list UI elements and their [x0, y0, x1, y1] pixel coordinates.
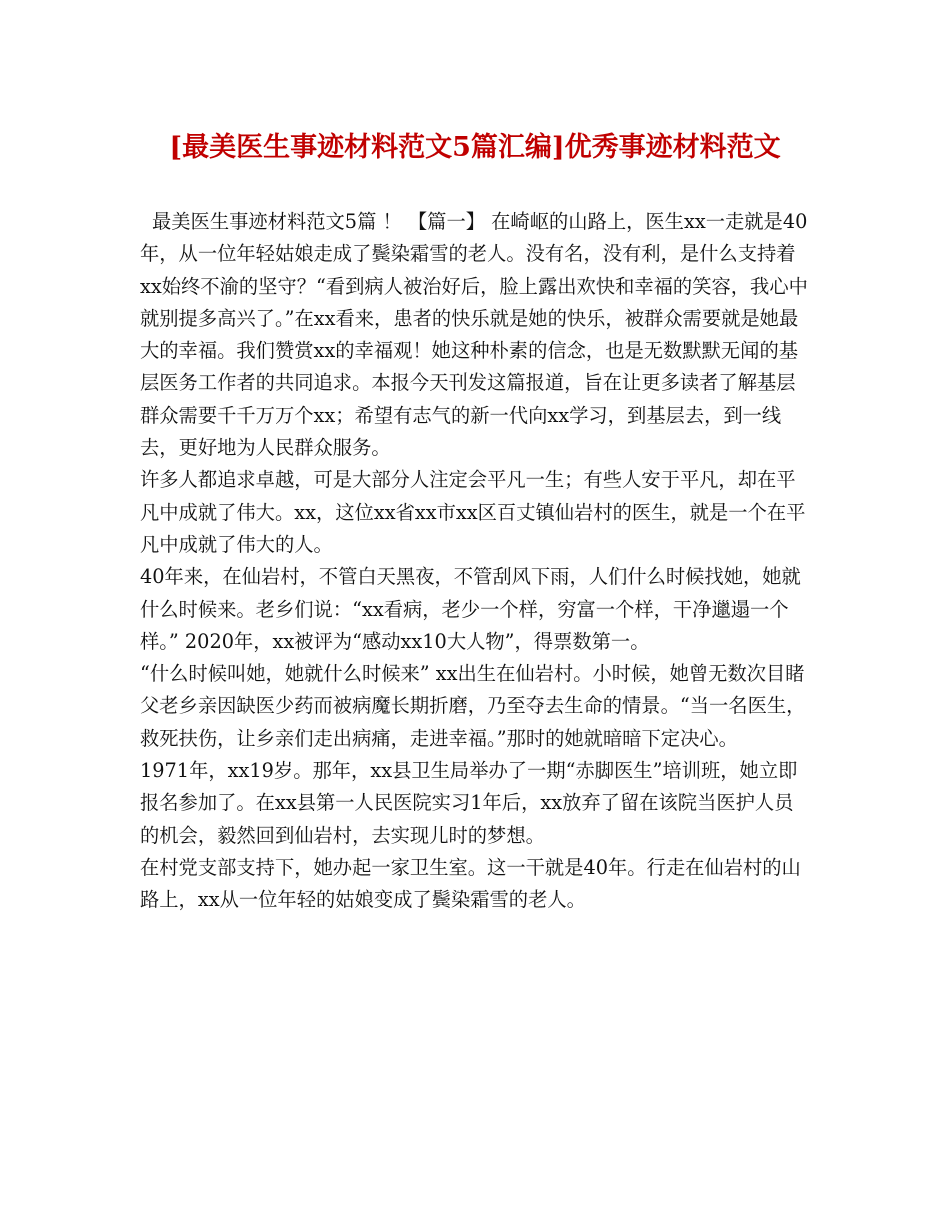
document-body [140, 206, 812, 917]
paragraph: 1971年，xx19岁。那年，xx县卫生局举办了一期“赤脚医生”培训班，她立即报名参加了。在xx县第一人民医院实习1年后，xx放弃了留在该院当医护人员的机会，毅然回到仙岩村，去实现儿时的梦想。 [140, 759, 798, 847]
paragraph: 最美医生事迹材料范文5篇 ！ 【篇一】 在崎岖的山路上，医生xx一走就是40年，从一位年轻姑娘走成了鬓染霜雪的老人。没有名，没有利，是什么支持着xx始终不渝的坚守？“看到病人被治好后，脸上露出欢快和幸福的笑容，我心中就别提多高兴了。”在xx看来，患者的快乐就是她的快乐，被群众需要就是她最大的幸福。我们赞赏xx的幸福观！她这种朴素的信念，也是无数默默无闻的基层医务工作者的共同追求。本报今天刊发这篇报道，旨在让更多读者了解基层群众需要千千万万个xx；希望有志气的新一代向xx学习，到基层去，到一线去，更好地为人民群众服务。 [140, 210, 808, 460]
paragraph: 许多人都追求卓越，可是大部分人注定会平凡一生；有些人安于平凡，却在平凡中成就了伟大。xx，这位xx省xx市xx区百丈镇仙岩村的医生，就是一个在平凡中成就了伟大的人。 [140, 468, 806, 556]
document-title: [最美医生事迹材料范文5篇汇编]优秀事迹材料范文 [169, 132, 781, 163]
paragraph: 在村党支部支持下，她办起一家卫生室。这一干就是40年。行走在仙岩村的山路上，xx从一位年轻的姑娘变成了鬓染霜雪的老人。 [140, 855, 801, 912]
paragraph: 40年来，在仙岩村，不管白天黑夜，不管刮风下雨，人们什么时候找她，她就什么时候来。老乡们说：“xx看病，老少一个样，穷富一个样，干净邋遢一个样。” 2020年，xx被评为“感动xx10大人物”，得票数第一。 [140, 565, 801, 653]
paragraph: “什么时候叫她，她就什么时候来” xx出生在仙岩村。小时候，她曾无数次目睹父老乡亲因缺医少药而被病魔长期折磨，乃至夺去生命的情景。“当一名医生，救死扶伤，让乡亲们走出病痛，走进幸福。”那时的她就暗暗下定决心。 [140, 662, 806, 750]
